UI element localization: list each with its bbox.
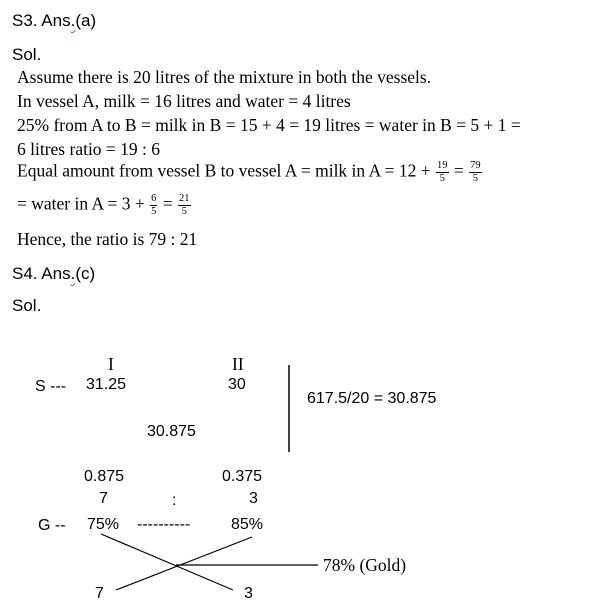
fraction: $\frac{21}{5}$ (179, 193, 190, 217)
s4-sol-label: Sol. (12, 296, 42, 315)
mean-calculation: 617.5/20 = 30.875 (307, 390, 437, 407)
g-value-1: 75% (87, 516, 120, 533)
column-2-label: II (232, 354, 244, 374)
difference-2: 0.375 (222, 468, 263, 485)
s-row-label: S --- (35, 378, 67, 395)
g-dash-separator: ---------- (137, 516, 191, 533)
fraction: $\frac{79}{5}$ (470, 160, 481, 184)
bottom-left-value: 7 (95, 585, 104, 602)
g-row-label: G -- (38, 517, 66, 534)
s3-line-5: Equal amount from vessel B to vessel A = milk in A = 12 + $\frac{19}{5}$ = $\frac{79}{5}$ (17, 160, 481, 184)
ratio-left: 7 (99, 490, 108, 507)
s3-line-1: Assume there is 20 litres of the mixture in both the vessels. (17, 67, 432, 87)
s3-sol-label: Sol. (12, 45, 42, 64)
s-value-1: 31.25 (86, 376, 127, 393)
s3-line-2: In vessel A, milk = 16 litres and water = 4 litres (17, 91, 351, 111)
cross-line-left (101, 534, 233, 590)
s3-line-7: Hence, the ratio is 79 : 21 (17, 229, 198, 249)
fraction: $\frac{19}{5}$ (437, 160, 448, 184)
s3-line-3: 25% from A to B = milk in B = 15 + 4 = 19 litres = water in B = 5 + 1 = (17, 115, 521, 135)
ratio-colon: : (172, 492, 177, 509)
s3-line-4: 6 litres ratio = 19 : 6 (17, 139, 161, 159)
g-value-2: 85% (231, 516, 264, 533)
column-1-label: I (108, 354, 114, 374)
s4-heading: S4. Ans.(c) (12, 264, 96, 283)
difference-1: 0.875 (84, 468, 125, 485)
s-value-2: 30 (228, 376, 246, 393)
cross-line-right (116, 537, 252, 590)
s3-heading: S3. Ans.(a) (12, 11, 97, 30)
s3-line-6: = water in A = 3 + $\frac{6}{5}$ = $\frac{21}{5}$ (17, 193, 190, 217)
gold-label: 78% (Gold) (323, 555, 407, 575)
ratio-right: 3 (249, 490, 258, 507)
bottom-right-value: 3 (244, 585, 253, 602)
fraction: $\frac{6}{5}$ (151, 193, 157, 217)
mean-value: 30.875 (147, 423, 196, 440)
